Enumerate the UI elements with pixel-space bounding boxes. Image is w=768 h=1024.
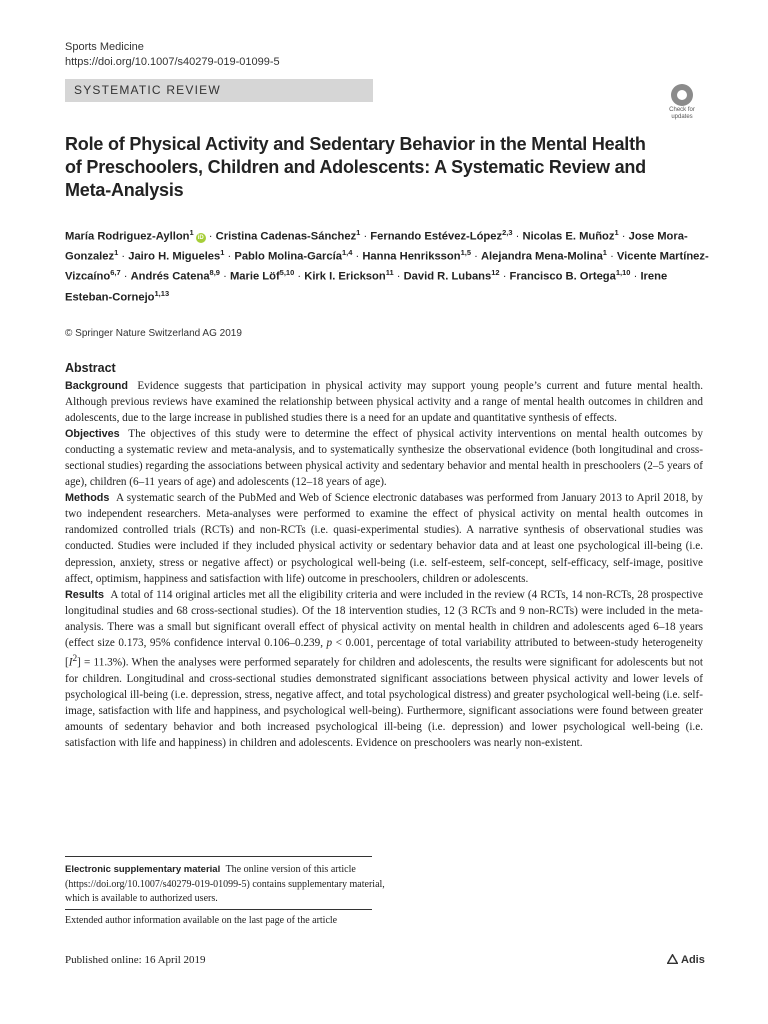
- author-affiliation: 12: [491, 268, 500, 278]
- author-name[interactable]: David R. Lubans: [403, 271, 492, 284]
- author-name[interactable]: Fernando Estévez-López: [370, 230, 503, 243]
- author-name[interactable]: Andrés Catena: [130, 271, 210, 284]
- abstract-background: [65, 378, 703, 426]
- author-separator: ·: [360, 230, 371, 243]
- author-name[interactable]: Kirk I. Erickson: [304, 271, 386, 284]
- author-separator: ·: [118, 250, 129, 263]
- author-affiliation: 1: [114, 248, 119, 258]
- author-name[interactable]: Vicente Martínez-Vizcaíno: [65, 250, 709, 284]
- author-affiliation: 11: [385, 268, 394, 278]
- author-affiliation: 1,4: [341, 248, 353, 258]
- author-affiliation: 1: [356, 228, 361, 237]
- abstract-body: [65, 378, 703, 751]
- extended-author-info: Extended author information available on the last page of the article: [65, 915, 338, 926]
- author-affiliation: 6,7: [110, 268, 121, 278]
- results-i-symbol: I: [68, 656, 73, 669]
- results-i-superscript: 2: [72, 653, 78, 664]
- author-affiliation: 2,3: [502, 228, 513, 237]
- results-label: Results: [65, 588, 105, 601]
- author-separator: ·: [120, 271, 131, 284]
- doi-link[interactable]: https://doi.org/10.1007/s40279-019-01099-5: [65, 56, 280, 68]
- author-name[interactable]: Alejandra Mena-Molina: [480, 250, 603, 263]
- footnote-divider-2: [65, 909, 372, 910]
- crossmark-icon: [671, 84, 693, 106]
- abstract-methods: [65, 490, 703, 586]
- footnote-divider: [65, 856, 372, 857]
- author-separator: ·: [393, 271, 404, 284]
- esm-label: Electronic supplementary material: [65, 864, 221, 875]
- author-affiliation: 8,9: [209, 268, 220, 278]
- methods-label: Methods: [65, 492, 110, 505]
- author-separator: ·: [471, 250, 481, 263]
- supplementary-material-note: [65, 863, 385, 907]
- esm-link[interactable]: https://doi.org/10.1007/s40279-019-01099-5: [68, 878, 247, 890]
- author-separator: ·: [352, 250, 363, 263]
- abstract-results: [65, 587, 703, 751]
- abstract-objectives: [65, 426, 703, 490]
- results-text-2: < 0.001, percentage of total variability attributed to between-study heterogeneity [: [65, 636, 703, 669]
- paper-title: Role of Physical Activity and Sedentary Behavior in the Mental Health of Preschoolers, Children and Adolescents: A Systematic Review and Meta-Analysis: [65, 134, 646, 200]
- publisher-name: Adis: [681, 954, 705, 966]
- author-name[interactable]: Cristina Cadenas-Sánchez: [215, 230, 357, 243]
- objectives-text: The objectives of this study were to determine the effect of physical activity interventions on mental health outcomes by conducting a systematic review and meta-analysis, and to systematically synthesize the observational evidence (both longitudinal and cross-sectional studies) regarding the associations between physical activity and sedentary behavior and mental health in preschoolers (2–5 years of age), children (6–11 years of age) and adolescents (12–18 years of age).: [65, 428, 703, 489]
- objectives-label: Objectives: [65, 428, 120, 441]
- author-name[interactable]: Jose Mora-Gonzalez: [65, 230, 688, 263]
- article-type-band: [65, 79, 373, 102]
- author-separator: ·: [512, 230, 523, 243]
- author-affiliation: 5,10: [279, 268, 295, 278]
- publisher-logo: [667, 954, 705, 966]
- author-name[interactable]: Jairo H. Migueles: [128, 250, 221, 263]
- author-affiliation: 1,13: [154, 288, 170, 298]
- background-label: Background: [65, 380, 128, 392]
- author-separator: ·: [224, 250, 235, 263]
- author-separator: ·: [606, 250, 617, 263]
- author-name[interactable]: Marie Löf: [229, 271, 280, 284]
- author-separator: ·: [219, 271, 230, 284]
- author-name[interactable]: Hanna Henriksson: [362, 250, 461, 263]
- orcid-icon[interactable]: iD: [197, 234, 204, 241]
- author-separator: ·: [618, 230, 629, 243]
- results-text-3: ] = 11.3%). When the analyses were performed separately for children and adolescents, the results were significant for adolescents but not for children. Longitudinal and cross-sectional studies demonstrated significant associations between physical activity and lower levels of psychological ill-being (i.e. depression, stress, negative affect, and total psychological distress) and greater psychological well-being (i.e. self-image, satisfaction with life and happiness, and psychological well-being). Furthermore, significant associations were found between greater amounts of sedentary behavior and both increased psychological ill-being (i.e. depression) and lower psychological well-being (i.e. satisfaction with life and happiness) in children and adolescents. Evidence on preschoolers was nearly non-existent.: [65, 656, 703, 749]
- results-text-1: A total of 114 original articles met all the eligibility criteria and were included in the review (4 RCTs, 14 non-RCTs, 28 prospective longitudinal studies and 68 cross-sectional studies). Of the 18 intervention studies, 12 (3 RCTs and 9 non-RCTs) were included in the meta-analysis. There was a small but significant overall effect of physical activity on mental health in children and adolescents aged 6–18 years (effect size 0.173, 95% confidence interval 0.106–0.239,: [65, 588, 703, 649]
- author-name[interactable]: Nicolas E. Muñoz: [522, 230, 615, 243]
- background-text: Evidence suggests that participation in physical activity may support young people’s current and future mental health. Although previous reviews have examined the relationship between physical activity and a range of mental health outcomes in children and adolescents, due to the large increase in published studies there is a need for an update and quantitative synthesis of effects.: [65, 380, 703, 425]
- abstract-heading: Abstract: [65, 361, 116, 375]
- author-separator: ·: [294, 271, 305, 284]
- esm-text-2: ) contains supplementary material, which is available to authorized users.: [65, 878, 385, 904]
- crossmark-label: Check for updates: [669, 107, 695, 120]
- author-affiliation: 1: [614, 228, 619, 237]
- adis-triangle-icon: [667, 954, 678, 964]
- results-p-symbol: p: [326, 636, 333, 649]
- article-type-label: SYSTEMATIC REVIEW: [74, 83, 221, 97]
- author-name[interactable]: María Rodriguez-Ayllon: [65, 230, 190, 243]
- author-name[interactable]: Irene Esteban-Cornejo: [65, 271, 668, 304]
- journal-name: Sports Medicine: [65, 41, 144, 53]
- methods-text: A systematic search of the PubMed and Web of Science electronic databases was performed from January 2013 to April 2018, by two independent researchers. Meta-analyses were performed to examine the effect of physical activity on mental health outcomes in randomized controlled trials (RCTs) and non-RCTs (i.e. quasi-experimental studies). A narrative synthesis of observational studies was conducted. Studies were included if they included physical activity or sedentary behavior data and at least one psychological ill-being (i.e. depression, anxiety, stress or negative affect) or psychological well-being (i.e. self-esteem, self-concept, self-efficacy, self-image, positive affect, optimism, happiness and satisfaction with life) outcome in preschoolers, children or adolescents.: [65, 492, 703, 585]
- author-affiliation: 1,5: [460, 248, 471, 258]
- author-name[interactable]: Francisco B. Ortega: [509, 271, 616, 284]
- esm-text-1: The online version of this article (: [65, 864, 356, 890]
- author-separator: ·: [630, 271, 641, 284]
- crossmark-badge[interactable]: [660, 84, 704, 124]
- author-separator: ·: [499, 271, 510, 284]
- author-affiliation: 1: [602, 248, 607, 258]
- published-date: Published online: 16 April 2019: [65, 954, 206, 966]
- author-name[interactable]: Pablo Molina-García: [234, 250, 342, 263]
- author-separator: ·: [205, 230, 216, 243]
- author-list: [65, 225, 715, 306]
- author-affiliation: 1,10: [615, 268, 631, 278]
- author-affiliation: 1: [220, 248, 225, 258]
- author-affiliation: 1: [189, 228, 194, 237]
- copyright-notice: © Springer Nature Switzerland AG 2019: [65, 328, 242, 339]
